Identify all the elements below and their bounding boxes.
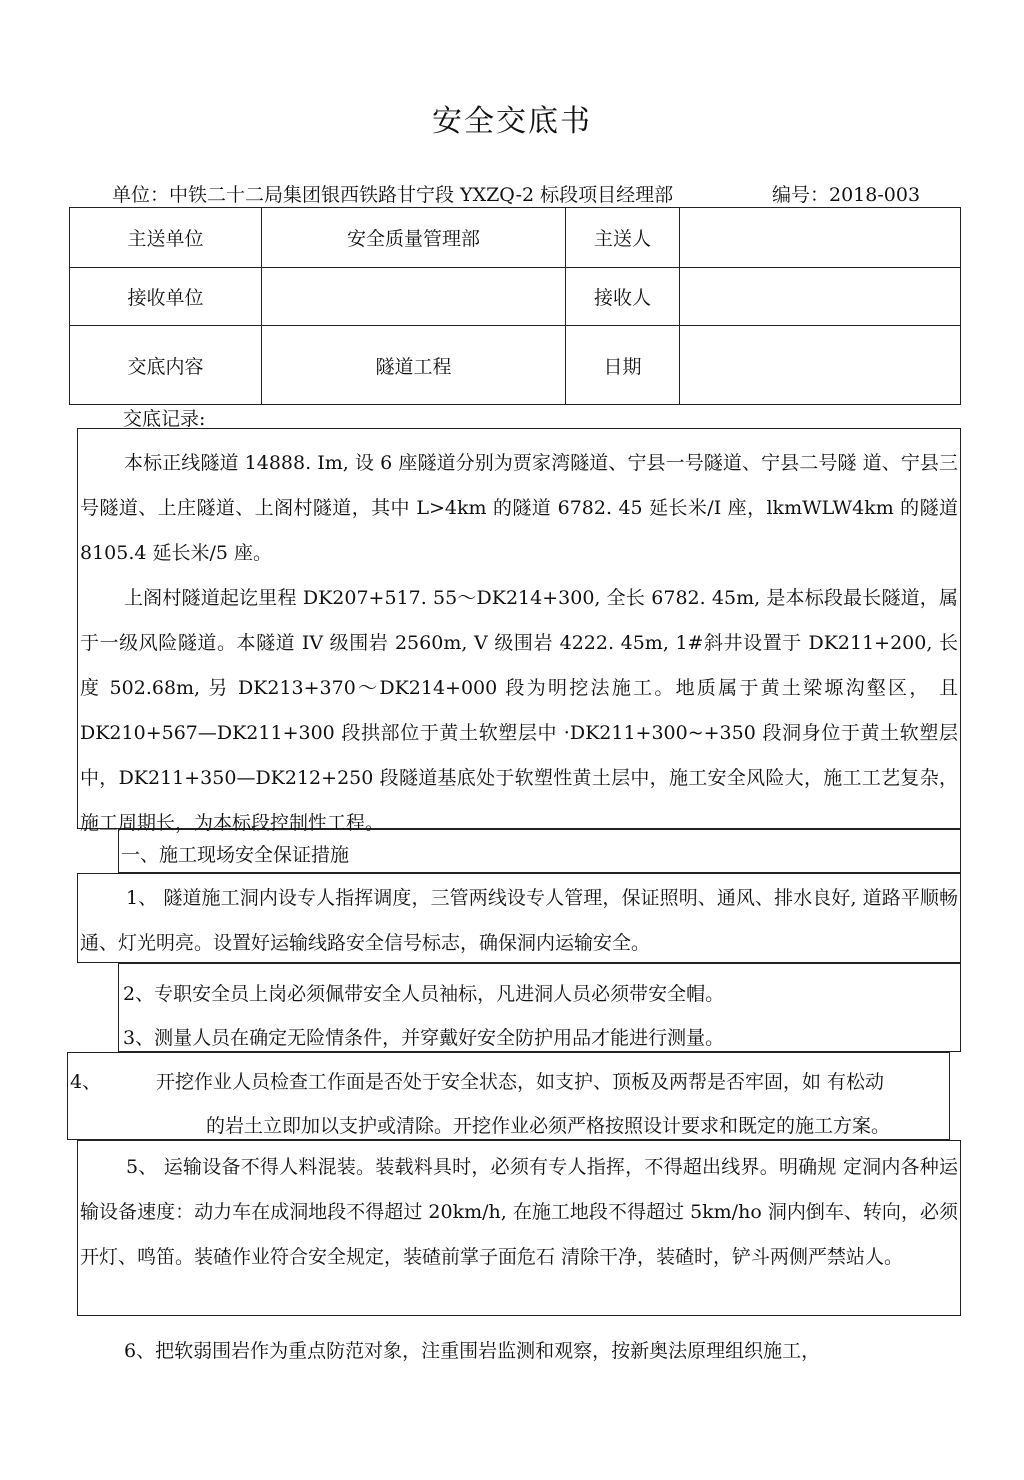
overview-box [77, 428, 961, 834]
document-title: 安全交底书 [432, 104, 592, 139]
sender-person-value [680, 208, 961, 268]
receiver-person-label: 接收人 [566, 268, 680, 326]
table-row [70, 268, 961, 326]
measure-1: 1、 隧道施工洞内设专人指挥调度，三管两线设专人管理，保证照明、通风、排水良好, 道路平顺畅通、灯光明亮。设置好运输线路安全信号标志，确保洞内运输安全。 [80, 887, 958, 954]
date-value [680, 326, 961, 405]
content-label: 交底内容 [70, 326, 262, 405]
measure-4-line-1: 开挖作业人员检查工作面是否处于安全状态，如支护、顶板及两帮是否牢固，如 有松动 [156, 1071, 885, 1093]
unit-line: 单位：中铁二十二局集团银西铁路甘宁段 YXZQ-2 标段项目经理部 [112, 184, 674, 206]
record-label: 交底记录: [123, 408, 206, 430]
receiver-person-value [680, 268, 961, 326]
document-number: 编号：2018-003 [772, 184, 921, 206]
measure-4-line-2: 的岩土立即加以支护或清除。开挖作业必须严格按照设计要求和既定的施工方案。 [206, 1115, 891, 1137]
measure-5-box [77, 1140, 961, 1316]
measure-6: 6、把软弱围岩作为重点防范对象，注重围岩监测和观察，按新奥法原理组织施工， [124, 1340, 821, 1362]
sender-unit-value: 安全质量管理部 [262, 208, 566, 268]
measure-1-box [77, 873, 961, 963]
measure-4-box [67, 1052, 950, 1140]
measure-2: 2、专职安全员上岗必须佩带安全人员袖标，凡进洞人员必须带安全帽。 [123, 983, 725, 1005]
content-value: 隧道工程 [262, 326, 566, 405]
receiver-unit-label: 接收单位 [70, 268, 262, 326]
header-table [69, 207, 961, 405]
measure-3: 3、测量人员在确定无险情条件，并穿戴好安全防护用品才能进行测量。 [123, 1027, 725, 1049]
measure-4-number: 4、 [70, 1071, 102, 1093]
sender-person-label: 主送人 [566, 208, 680, 268]
table-row [70, 208, 961, 268]
paragraph-shangge-tunnel: 上阁村隧道起讫里程 DK207+517. 55～DK214+300, 全长 6782. 45m, 是本标段最长隧道，属于一级风险隧道。本隧道 IV 级围岩 2560m, V 级围岩 4222. 45m, 1#斜井设置于 DK211+200, 长度 502.68m, 另 DK213+370～DK214+000 段为明挖法施工。地质属于黄土梁塬沟壑区， 且 DK210+567—DK211+300 段拱部位于黄土软塑层中 ·DK211+300~+350 段洞身位于黄土软塑层中，DK211+350—DK212+250 段隧道基底处于软塑性黄土层中，施工安全风险大，施工工艺复杂，施工周期长，为本标段控制性工程。 [80, 587, 958, 834]
section-heading-box [118, 829, 961, 873]
paragraph-tunnel-summary: 本标正线隧道 14888. Im, 设 6 座隧道分别为贾家湾隧道、宁县一号隧道、宁县二号隧 道、宁县三号隧道、上庄隧道、上阁村隧道，其中 L>4km 的隧道 6782. 45 延长米/I 座，lkmWLW4km 的隧道 8105.4 延长米/5 座。 [80, 452, 958, 564]
measures-2-3-box [118, 963, 961, 1052]
date-label: 日期 [566, 326, 680, 405]
sender-unit-label: 主送单位 [70, 208, 262, 268]
table-row [70, 326, 961, 405]
receiver-unit-value [262, 268, 566, 326]
section-heading: 一、施工现场安全保证措施 [121, 844, 350, 866]
measure-5: 5、 运输设备不得人料混装。装载料具时，必须有专人指挥，不得超出线界。明确规 定洞内各种运输设备速度：动力车在成洞地段不得超过 20km/h, 在施工地段不得超过 5km/ho 洞内倒车、转向，必须开灯、鸣笛。装碴作业符合安全规定，装碴前掌子面危石 清除干净，装碴时，铲斗两侧严禁站人。 [80, 1156, 958, 1268]
